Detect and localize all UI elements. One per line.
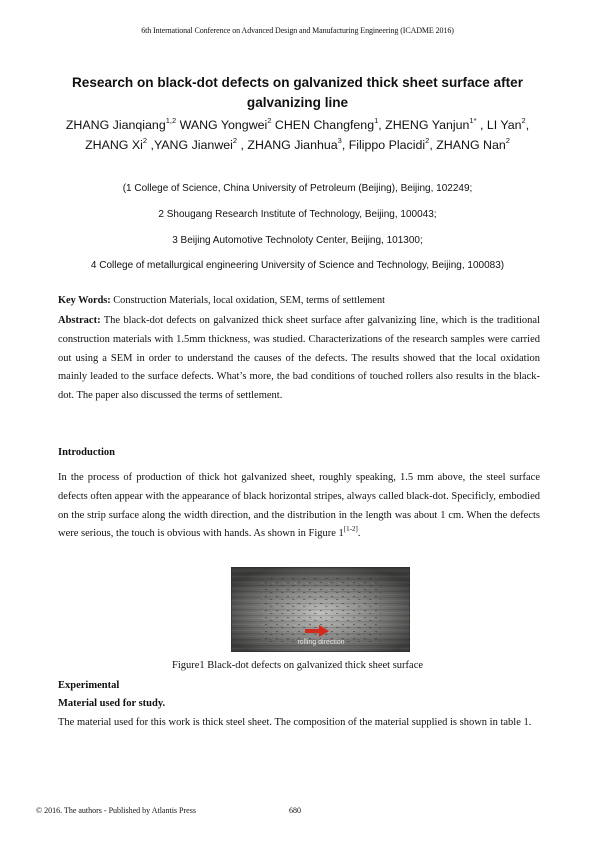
steel-surface-photo	[231, 567, 410, 652]
subsection-heading-material: Material used for study.	[58, 698, 166, 709]
page-number: 680	[289, 806, 301, 815]
abstract	[58, 312, 540, 406]
author-affil: 2	[142, 135, 148, 145]
author-affil: 3	[337, 135, 342, 145]
introduction-paragraph	[58, 469, 540, 544]
keywords-text: Construction Materials, local oxidation, SEM, terms of settlement	[110, 295, 385, 306]
author-name: , ZHANG Jianhua	[237, 137, 338, 152]
running-header: 6th International Conference on Advanced Design and Manufacturing Engineering (ICADME 2016)	[141, 26, 454, 35]
author-name: CHEN Changfeng	[271, 118, 375, 132]
affiliation-3: 3 Beijing Automotive Technoloty Center, Beijing, 101300;	[172, 235, 423, 246]
author-list	[44, 116, 551, 155]
author-name: WANG Yongwei	[176, 118, 268, 132]
author-affil: 1,2	[165, 116, 177, 125]
author-affil: 2	[232, 135, 238, 145]
copyright-footer: © 2016. The authors - Published by Atlantis Press	[36, 806, 196, 815]
figure-1-photo	[231, 567, 410, 652]
abstract-label: Abstract:	[58, 315, 101, 326]
affiliation-2: 2 Shougang Research Institute of Technology, Beijing, 100043;	[158, 209, 437, 220]
author-name: , ZHANG Nan	[429, 137, 506, 152]
author-name: ,YANG Jianwei	[147, 137, 233, 152]
keywords-label: Key Words:	[58, 295, 111, 306]
rolling-direction-label: rolling direction	[297, 639, 345, 646]
author-affil: 2	[425, 135, 430, 145]
author-affil: 2	[521, 116, 526, 125]
author-affil: 2	[505, 135, 510, 145]
abstract-text: The black-dot defects on galvanized thick sheet surface after galvanizing line, which is the traditional construction materials with 1.5mm thickness, was studied. Characterizations of the research samples were carried out using a SEM in order to understand the causes of the defects. The results showed that the local oxidation mainly leaded to the surface defects. What’s more, the bad conditions of touched rollers also results in the black-dot. The paper also discussed the terms of settlement.	[58, 315, 540, 402]
author-name: , ZHENG Yanjun	[378, 118, 470, 132]
keywords	[58, 295, 540, 306]
author-name: ZHANG Jianqiang	[65, 118, 166, 132]
section-heading-introduction: Introduction	[58, 447, 115, 458]
author-name: , ZHANG Xi	[85, 118, 530, 152]
citation: [1-2]	[343, 525, 358, 534]
affiliation-1: (1 College of Science, China University of Petroleum (Beijing), Beijing, 102249;	[122, 183, 473, 194]
paper-title: Research on black-dot defects on galvanized thick sheet surface after galvanizing line	[71, 75, 523, 110]
introduction-end: .	[357, 528, 361, 540]
introduction-text: In the process of production of thick hot galvanized sheet, roughly speaking, 1.5 mm above, the steel surface defects often appear with the appearance of black horizontal stripes, always called black-dot. Specificly, embodied on the strip surface along the width direction, and the distribution in the length was about 1 cm. When the defects were serious, the touch is obvious with hands. As shown in Figure 1	[58, 472, 540, 540]
figure-caption: Figure1 Black-dot defects on galvanized thick sheet surface	[171, 660, 424, 671]
author-affil: 1*	[469, 116, 477, 125]
affiliation-4: 4 College of metallurgical engineering University of Science and Technology, Beijing, 100083)	[90, 260, 505, 271]
author-name: , Filippo Placidi	[341, 137, 426, 152]
author-affil: 1	[374, 116, 379, 125]
experimental-paragraph: The material used for this work is thick steel sheet. The composition of the material supplied is shown in table 1.	[58, 717, 532, 728]
section-heading-experimental: Experimental	[58, 680, 120, 691]
author-affil: 2	[267, 116, 272, 125]
author-name: , LI Yan	[476, 118, 522, 132]
